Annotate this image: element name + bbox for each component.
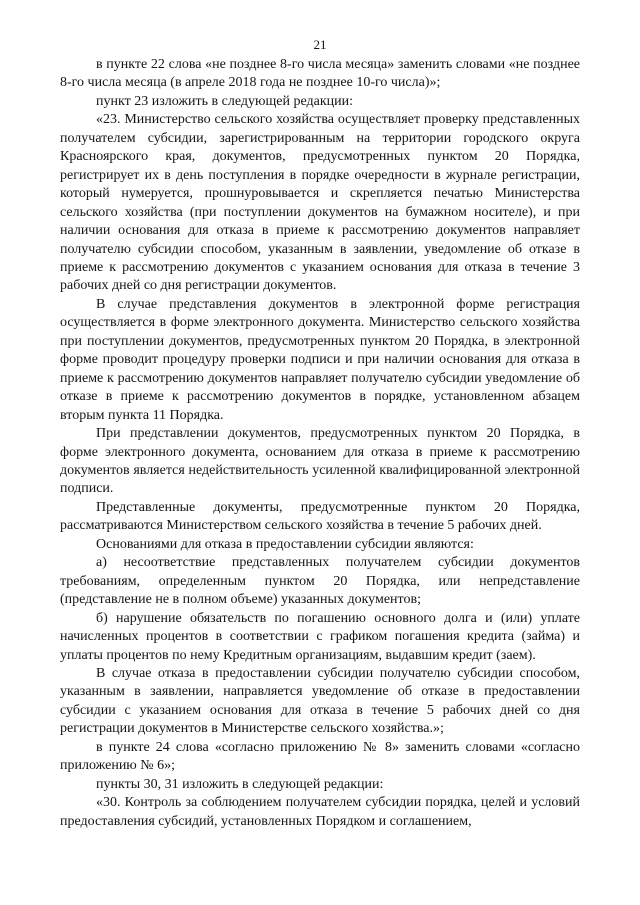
- paragraph-point-23-intro: пункт 23 изложить в следующей редакции:: [96, 93, 353, 109]
- paragraph-refusal-notice: В случае отказа в предоставлении субсидии получателю субсидии способом, указанным в заявлении, направляется уведомление об отказе в предоставлении субсидии с указанием основания для отказа в течение 5 рабочих дней со дня регистрации документов в Министерстве сельского хозяйства.»;: [60, 665, 580, 737]
- paragraph-amend-point-22: в пункте 22 слова «не позднее 8-го числа месяца» заменить словами «не позднее 8-го числа месяца (в апреле 2018 года не позднее 10-го числа)»;: [60, 57, 580, 91]
- paragraph-points-30-31-intro: пункты 30, 31 изложить в следующей редакции:: [96, 776, 384, 792]
- paragraph-point-23-text: «23. Министерство сельского хозяйства осуществляет проверку представленных получателем субсидии, зарегистрированным на территории городского округа Красноярского края, документов, предусмотренных пунктом 20 Порядка, регистрирует их в день поступления в порядке очередности в журнале регистрации, который нумеруется, прошнуровывается и скрепляется печатью Министерства сельского хозяйства (при поступлении документов на бумажном носителе), и при наличии основания для отказа в приеме к рассмотрению документов направляет получателю субсидии способом, указанным в заявлении, уведомление об отказе в приеме к рассмотрению документов с указанием основания для отказа в течение 3 рабочих дней со дня регистрации документов.: [60, 112, 580, 294]
- paragraph-refusal-ground-b: б) нарушение обязательств по погашению основного долга и (или) уплате начисленных процентов в соответствии с графиком погашения кредита (займа) и уплаты процентов по нему Кредитным организациям, выдавшим кредит (заем).: [60, 610, 580, 663]
- page-number: 21: [313, 37, 327, 52]
- paragraph-amend-point-24: в пункте 24 слова «согласно приложению № 8» заменить словами «согласно приложению № 6»;: [60, 739, 580, 774]
- paragraph-electronic-registration: В случае представления документов в электронной форме регистрация осуществляется в форме электронного документа. Министерство сельского хозяйства при поступлении документов, предусмотренных пунктом 20 Порядка, в электронной форме проводит процедуру проверки подписи и при наличии основания для отказа в приеме к рассмотрению документов направляет получателю субсидии уведомление об отказе в приеме к рассмотрению документов в порядке, установленном абзацем вторым пункта 11 Порядка.: [60, 296, 580, 423]
- paragraph-point-30-text: «30. Контроль за соблюдением получателем субсидии порядка, целей и условий предоставления субсидий, установленных Порядком и соглашением,: [60, 795, 580, 829]
- paragraph-refusal-ground-a: а) несоответствие представленных получателем субсидии документов требованиям, определенным пунктом 20 Порядка, или непредставление (представление не в полном объеме) указанных документов;: [60, 555, 580, 608]
- paragraph-refusal-grounds-intro: Основаниями для отказа в предоставлении субсидии являются:: [96, 536, 474, 552]
- paragraph-electronic-signature: При представлении документов, предусмотренных пунктом 20 Порядка, в форме электронного документа, основанием для отказа в приеме к рассмотрению документов является недействительность усиленной квалифицированной электронной подписи.: [60, 426, 580, 497]
- paragraph-review-period: Представленные документы, предусмотренные пунктом 20 Порядка, рассматриваются Министерством сельского хозяйства в течение 5 рабочих дней.: [60, 499, 580, 534]
- document-body: [60, 56, 580, 831]
